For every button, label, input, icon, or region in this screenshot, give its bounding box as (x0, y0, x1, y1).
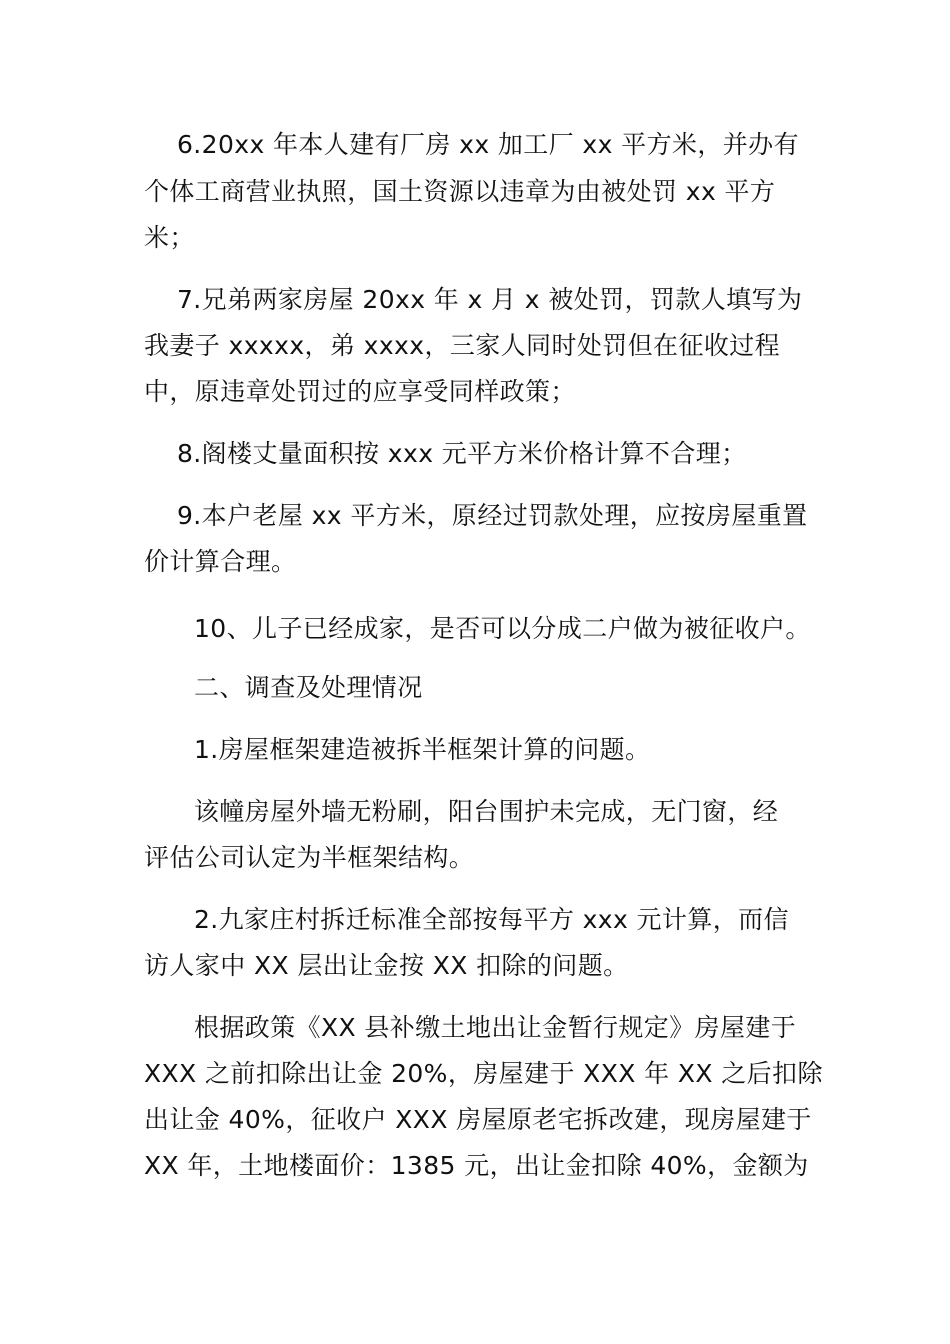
text-line: 价计算合理。 (144, 547, 297, 576)
text-line: 中，原违章处罚过的应享受同样政策； (144, 377, 576, 406)
text-line: 个体工商营业执照，国土资源以违章为由被处罚 xx 平方 (144, 177, 776, 206)
text-line: 6.20xx 年本人建有厂房 xx 加工厂 xx 平方米，并办有 (177, 130, 799, 159)
text-line: 8.阁楼丈量面积按 xxx 元平方米价格计算不合理； (177, 439, 747, 468)
text-line: 1.房屋框架建造被拆半框架计算的问题。 (194, 735, 651, 764)
text-line: XX 年，土地楼面价：1385 元，出让金扣除 40%，金额为 (144, 1151, 809, 1180)
text-line: XXX 之前扣除出让金 20%，房屋建于 XXX 年 XX 之后扣除 (144, 1059, 823, 1088)
text-line: 2.九家庄村拆迁标准全部按每平方 xxx 元计算，而信 (194, 905, 789, 934)
text-line: 评估公司认定为半框架结构。 (144, 843, 475, 872)
text-line: 米； (144, 223, 195, 252)
text-line: 该幢房屋外墙无粉刷，阳台围护未完成，无门窗，经 (194, 797, 779, 826)
text-line: 根据政策《XX 县补缴土地出让金暂行规定》房屋建于 (194, 1013, 797, 1042)
text-line: 10、儿子已经成家，是否可以分成二户做为被征收户。 (194, 614, 811, 643)
text-line: 出让金 40%，征收户 XXX 房屋原老宅拆改建，现房屋建于 (144, 1105, 812, 1134)
section-heading: 二、调查及处理情况 (194, 673, 423, 702)
text-line: 9.本户老屋 xx 平方米，原经过罚款处理，应按房屋重置 (177, 501, 808, 530)
text-line: 我妻子 xxxxx，弟 xxxx，三家人同时处罚但在征收过程 (144, 331, 781, 360)
text-line: 访人家中 XX 层出让金按 XX 扣除的问题。 (144, 951, 629, 980)
text-line: 7.兄弟两家房屋 20xx 年 x 月 x 被处罚，罚款人填写为 (177, 285, 803, 314)
